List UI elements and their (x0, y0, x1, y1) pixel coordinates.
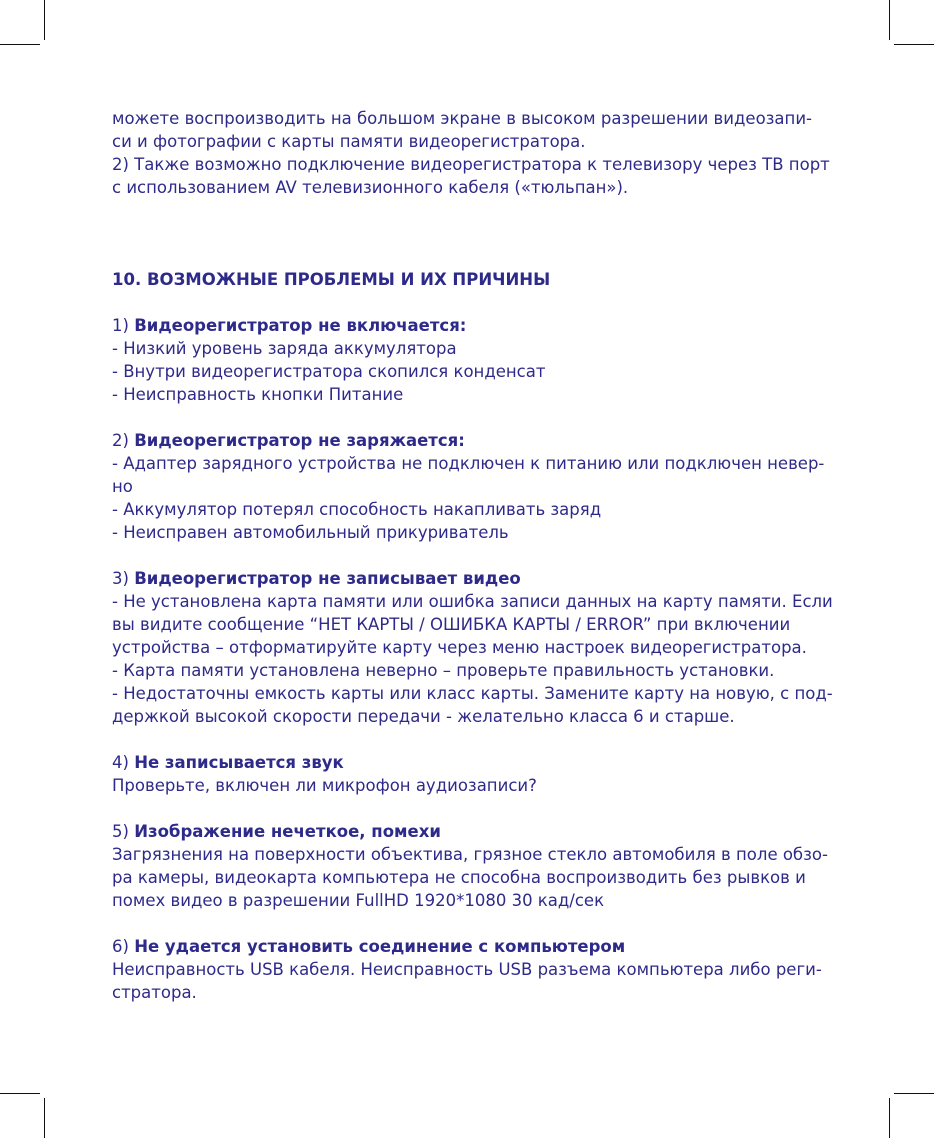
item-title: Не записывается звук (134, 753, 344, 772)
crop-mark (889, 0, 890, 40)
item-title: Не удается установить соединение с компьютером (134, 937, 626, 956)
item-line: вы видите сообщение “НЕТ КАРТЫ / ОШИБКА КАРТЫ / ERROR” при включении (112, 615, 791, 634)
item-line: Загрязнения на поверхности объектива, грязное стекло автомобиля в поле обзо- (112, 845, 828, 864)
item-number: 3) (112, 569, 129, 588)
problem-item (112, 820, 828, 912)
section-title: 10. ВОЗМОЖНЫЕ ПРОБЛЕМЫ И ИХ ПРИЧИНЫ (112, 270, 551, 289)
intro-paragraph (112, 107, 830, 199)
crop-mark (894, 1093, 934, 1094)
item-line: - Внутри видеорегистратора скопился конденсат (112, 362, 546, 381)
problem-item (112, 429, 825, 544)
problem-item (112, 567, 833, 728)
item-number: 2) (112, 431, 129, 450)
item-line: ра камеры, видеокарта компьютера не способна воспроизводить без рывков и (112, 868, 806, 887)
crop-mark (44, 0, 45, 40)
item-line: Проверьте, включен ли микрофон аудиозаписи? (112, 776, 537, 795)
item-line: держкой высокой скорости передачи - желательно класса 6 и старше. (112, 707, 735, 726)
item-line: стратора. (112, 983, 197, 1002)
intro-line: можете воспроизводить на большом экране в высоком разрешении видеозапи- (112, 109, 813, 128)
item-line: Неисправность USB кабеля. Неисправность USB разъема компьютера либо реги- (112, 960, 822, 979)
item-title: Видеорегистратор не включается: (134, 316, 467, 335)
crop-mark (0, 1093, 40, 1094)
item-title: Изображение нечеткое, помехи (134, 822, 441, 841)
item-line: - Карта памяти установлена неверно – проверьте правильность установки. (112, 661, 775, 680)
intro-line: 2) Также возможно подключение видеорегистратора к телевизору через ТВ порт (112, 155, 830, 174)
problem-item (112, 935, 822, 1004)
item-number: 5) (112, 822, 129, 841)
intro-line: си и фотографии с карты памяти видеорегистратора. (112, 132, 586, 151)
manual-page (112, 107, 833, 1004)
item-number: 4) (112, 753, 129, 772)
item-line: помех видео в разрешении FullHD 1920*1080 30 кад/сек (112, 891, 605, 910)
item-line: - Недостаточны емкость карты или класс карты. Замените карту на новую, с под- (112, 684, 833, 703)
problem-item (112, 314, 822, 406)
item-number: 1) (112, 316, 129, 335)
item-line: - Адаптер зарядного устройства не подключен к питанию или подключен невер- (112, 454, 825, 473)
crop-mark (44, 1098, 45, 1138)
item-line: но (112, 477, 133, 496)
item-line: - Не установлена карта памяти или ошибка записи данных на карту памяти. Если (112, 592, 833, 611)
intro-line: с использованием AV телевизионного кабеля («тюльпан»). (112, 178, 629, 197)
item-title: Видеорегистратор не записывает видео (134, 569, 521, 588)
item-number: 6) (112, 937, 129, 956)
item-line: - Неисправен автомобильный прикуриватель (112, 523, 509, 542)
item-line: - Неисправность кнопки Питание (112, 385, 404, 404)
crop-mark (894, 44, 934, 45)
crop-mark (889, 1098, 890, 1138)
item-title: Видеорегистратор не заряжается: (134, 431, 465, 450)
item-line: - Аккумулятор потерял способность накапливать заряд (112, 500, 602, 519)
item-line: устройства – отформатируйте карту через меню настроек видеорегистратора. (112, 638, 807, 657)
crop-mark (0, 44, 40, 45)
problem-item (112, 751, 822, 797)
item-line: - Низкий уровень заряда аккумулятора (112, 339, 457, 358)
